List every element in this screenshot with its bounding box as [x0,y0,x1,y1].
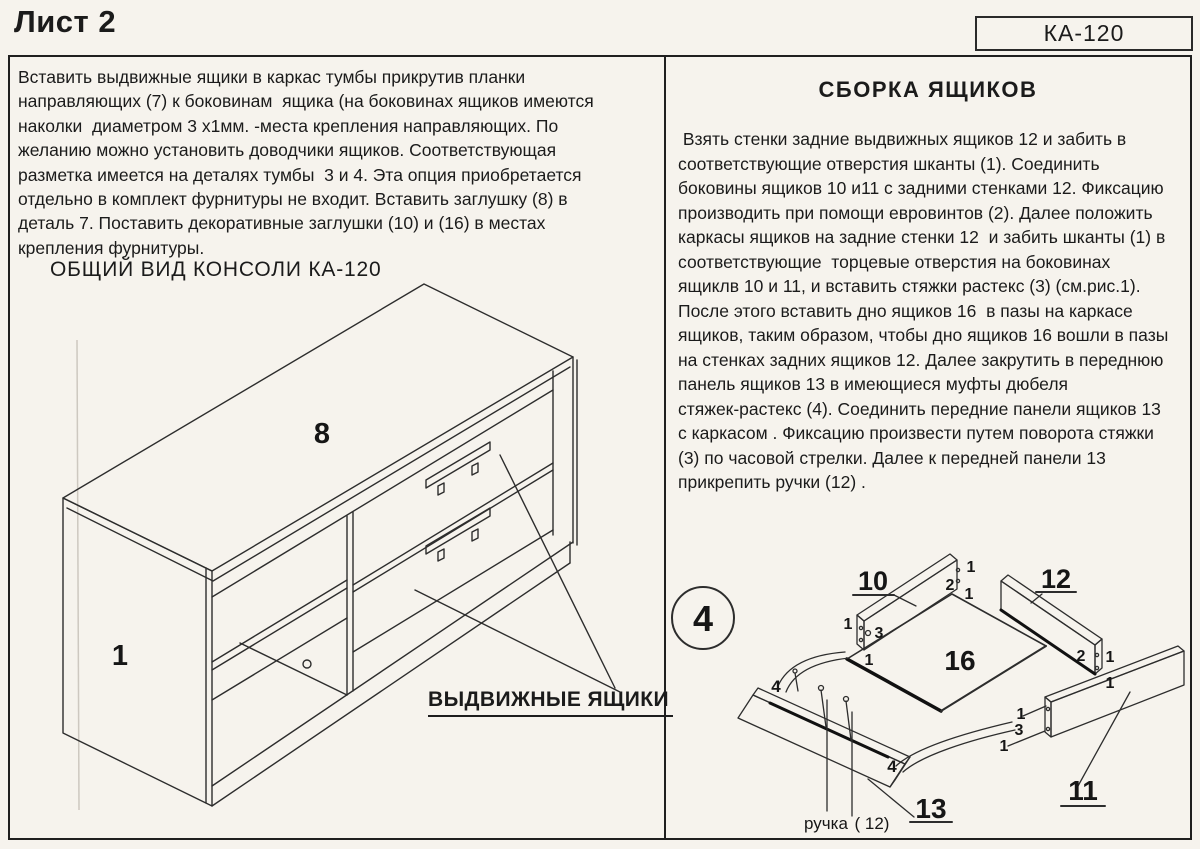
svg-text:ручка: ручка [804,814,848,833]
column-divider [664,57,666,838]
page-title: Лист 2 [14,4,117,39]
content-frame [8,55,1192,840]
svg-text:1: 1 [1105,649,1115,666]
svg-text:4: 4 [887,757,897,776]
model-code: КА-120 [1043,20,1125,46]
svg-text:4: 4 [771,677,781,696]
svg-text:1: 1 [843,616,853,633]
svg-text:8: 8 [313,418,331,450]
svg-text:10: 10 [857,566,889,596]
drawer-assembly-heading: СБОРКА ЯЩИКОВ [818,77,1038,102]
svg-text:3: 3 [874,625,884,642]
svg-text:1: 1 [999,738,1009,755]
svg-text:2: 2 [1076,648,1086,665]
svg-text:2: 2 [945,577,955,594]
console-view-heading: ОБЩИЙ ВИД КОНСОЛИ КА-120 [50,258,382,281]
assembly-instructions-paragraph: Взять стенки задние выдвижных ящиков 12 и забить в соответствующие отверстия шканты (1). Соединить боковины ящиков 10 и11 с задними стенками 12. Фиксацию производить при помощи евровинтов (2). Далее положить каркасы ящиков на задние стенки 12 и забить шканты (1) в соответствующие торцевые отверстия на боковинах ящиклв 10 и 11, и вставить стяжки растекс (3) (см.рис.1). После этого вставить дно ящиков 16 в пазы на каркасе ящиков, таким образом, чтобы дно ящиков 16 вошли в пазы на стенках задних ящиков 12. Далее закрутить в переднюю панель ящиков 13 в имеющиеся муфты дюбеля стяжек-растекс (4). Соединить передние панели ящиков 13 с каркасом . Фиксацию произвести путем поворота стяжки (3) по часовой стрелки. Далее к передней панели 13 прикрепить ручки (12) . [678,129,1169,492]
svg-text:11: 11 [1068,775,1098,806]
svg-text:16: 16 [944,645,976,676]
svg-text:3: 3 [1014,722,1024,739]
svg-text:1: 1 [111,640,129,672]
model-code-box [975,16,1193,51]
svg-text:12: 12 [1040,564,1072,594]
svg-text:( 12): ( 12) [854,814,890,833]
drawers-callout-label: ВЫДВИЖНЫЕ ЯЩИКИ [428,688,673,717]
svg-text:1: 1 [1016,706,1026,723]
svg-text:1: 1 [1105,675,1115,692]
svg-text:1: 1 [964,586,974,603]
left-instructions-paragraph: Вставить выдвижные ящики в каркас тумбы прикрутив планки направляющих (7) к боковинам ящика (на боковинах ящиков имеются наколки диаметром 3 х1мм. -места крепления направляющих. По желанию можно установить доводчики ящиков. Соответствующая разметка имеется на деталях тумбы 3 и 4. Эта опция приобретается отдельно в комплект фурнитуры не входит. Вставить заглушку (8) в деталь 7. Поставить декоративные заглушки (10) и (16) в местах крепления фурнитуры. [18,67,594,258]
svg-text:4: 4 [692,598,714,639]
svg-text:1: 1 [966,559,976,576]
svg-text:1: 1 [864,652,874,669]
svg-text:13: 13 [915,793,947,824]
